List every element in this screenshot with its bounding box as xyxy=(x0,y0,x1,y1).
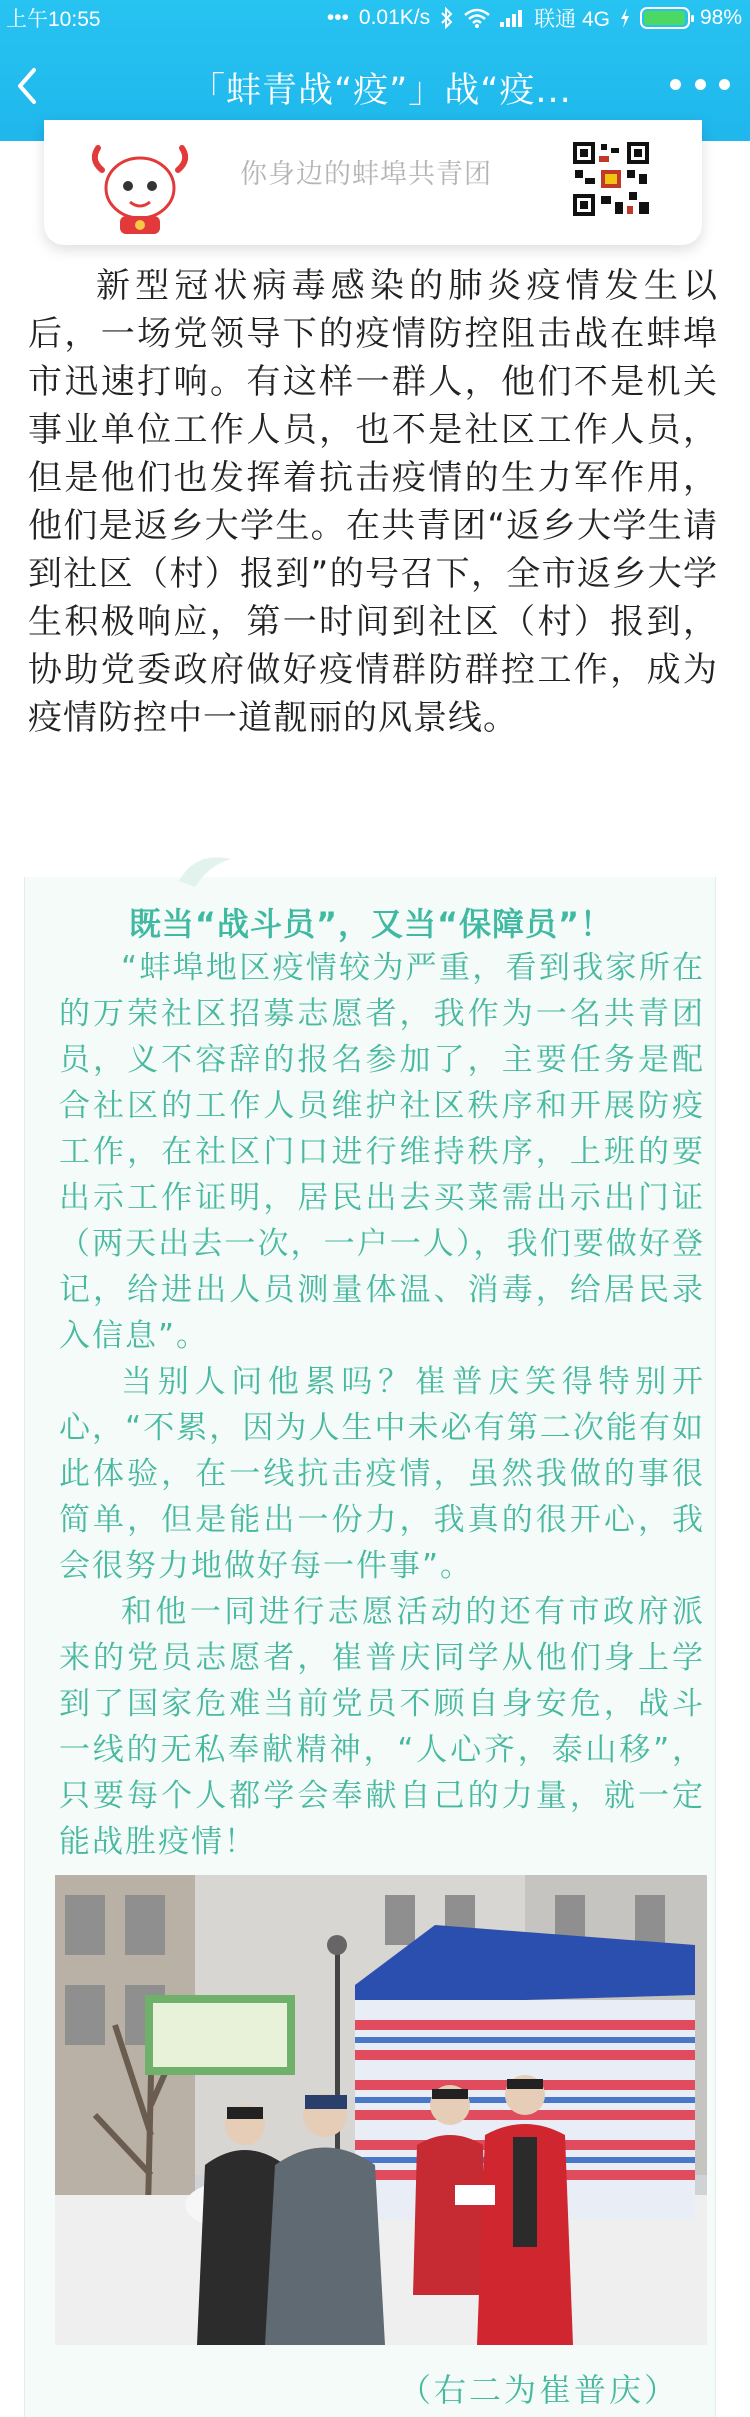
header-slogan: 你身边的蚌埠共青团 xyxy=(240,159,492,190)
status-right xyxy=(327,3,742,33)
qr-code xyxy=(571,140,651,218)
quote-paragraph-2: 当别人问他累吗？崔普庆笑得特别开心，“不累，因为人生中未必有第二次能有如此体验，在一线抗击疫情，虽然我做的事很简单，但是能出一份力，我真的很开心，我会很努力地做好每一件事”。 xyxy=(59,1364,705,1584)
volunteer-photo xyxy=(55,1875,707,2345)
bluetooth-icon xyxy=(440,7,454,29)
article-paragraph: 新型冠状病毒感染的肺炎疫情发生以后，一场党领导下的疫情防控阻击战在蚌埠市迅速打响。有这样一群人，他们不是机关事业单位工作人员，也不是社区工作人员，但是他们也发挥着抗击疫情的生力军作用，他们是返乡大学生。在共青团“返乡大学生请到社区（村）报到”的号召下，全市返乡大学生积极响应，第一时间到社区（村）报到，协助党委政府做好疫情群防群控工作，成为疫情防控中一道靓丽的风景线。 xyxy=(28,266,718,738)
quote-paragraph-3: 和他一同进行志愿活动的还有市政府派来的党员志愿者，崔普庆同学从他们身上学到了国家危难当前党员不顾自身安危，战斗一线的无私奉献精神，“人心齐，泰山移”，只要每个人都学会奉献自己的力量，就一定能战胜疫情！ xyxy=(59,1594,705,1860)
quote-paragraph-1: “蚌埠地区疫情较为严重，看到我家所在的万荣社区招募志愿者，我作为一名共青团员，义不容辞的报名参加了，主要任务是配合社区的工作人员维护社区秩序和开展防疫工作，在社区门口进行维持秩序，上班的要出示工作证明，居民出去买菜需出示出门证（两天出去一次，一户一人），我们要做好登记，给进出人员测量体温、消毒，给居民录入信息”。 xyxy=(59,950,705,1354)
battery-icon xyxy=(640,7,690,29)
mascot-image xyxy=(80,130,200,238)
signal-icon xyxy=(500,9,524,27)
photo-caption: （右二为崔普庆） xyxy=(398,2371,679,2409)
network-speed: 0.01K/s xyxy=(358,6,431,29)
carrier-label: 联通 4G xyxy=(534,8,610,31)
header-card xyxy=(44,120,702,245)
charging-icon xyxy=(620,8,630,28)
status-bar xyxy=(0,0,750,34)
more-button[interactable] xyxy=(670,64,730,104)
battery-fill xyxy=(644,11,685,25)
leaf-decoration xyxy=(175,851,235,891)
back-button[interactable] xyxy=(8,56,58,116)
quote-box xyxy=(24,877,716,2417)
more-dot xyxy=(670,79,681,90)
battery-percent: 98% xyxy=(699,6,742,29)
page-title: 「蚌青战“疫”」战“疫... xyxy=(190,71,572,111)
more-dot xyxy=(695,79,706,90)
chevron-left-icon xyxy=(8,56,48,116)
wifi-icon xyxy=(464,8,490,28)
notification-dots: ••• xyxy=(326,6,349,29)
status-time: 上午10:55 xyxy=(6,8,101,31)
quote-title: 既当“战斗员”，又当“保障员”！ xyxy=(128,905,614,943)
more-dot xyxy=(719,79,730,90)
